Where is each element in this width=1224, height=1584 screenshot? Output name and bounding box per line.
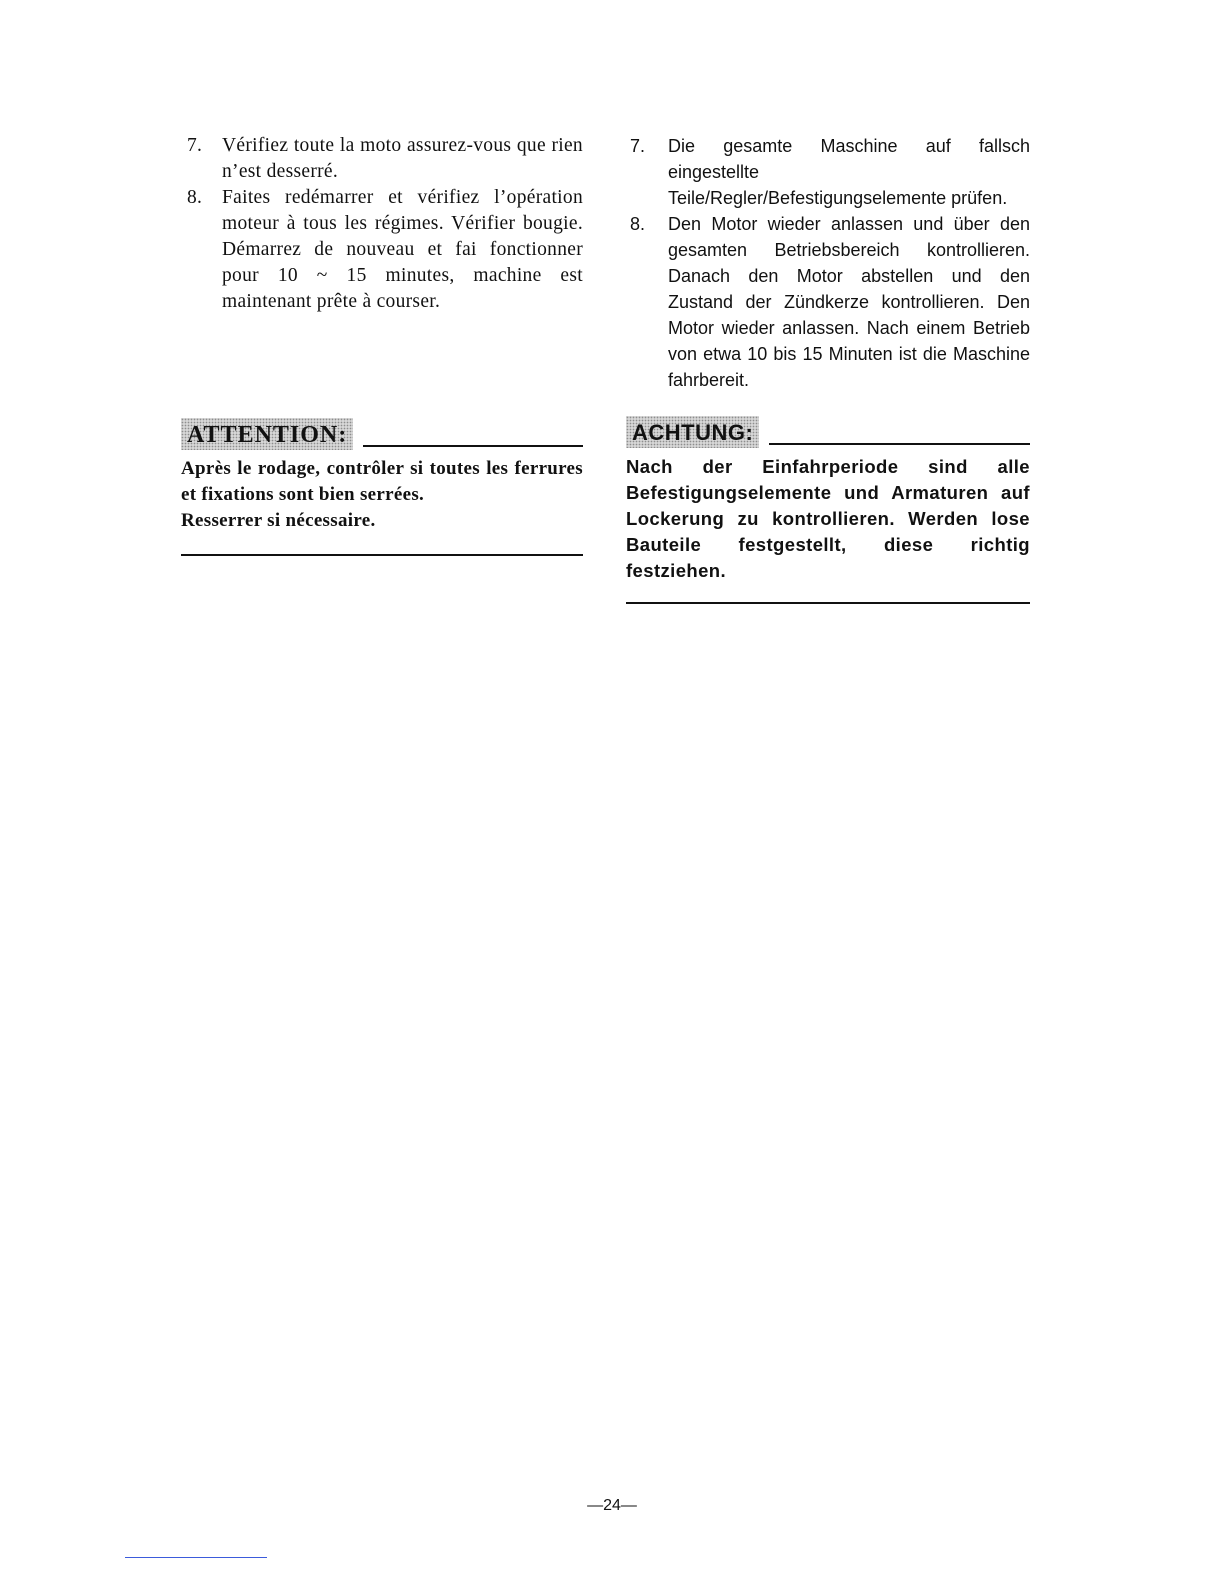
german-step-8-number: 8. — [630, 214, 646, 234]
french-attention-notice — [181, 416, 583, 556]
french-step-7-text: Vérifiez toute la moto assurez-vous que rien n’est desserré. — [222, 135, 583, 182]
page-number: —24— — [587, 1497, 637, 1514]
french-steps-list — [181, 133, 583, 315]
german-achtung-notice — [626, 414, 1030, 604]
german-step-8-text: Den Motor wieder anlassen und über den gesamten Betriebsbereich kontrollieren. Danach den Motor abstellen und den Zustand der Zündkerze kontrollieren. Den Motor wieder anlassen. Nach einem Betrieb von etwa 10 bis 15 Minuten ist die Maschine fahrbereit. — [668, 214, 1030, 390]
french-notice-header-rule — [363, 445, 583, 447]
german-steps-list — [626, 133, 1030, 393]
german-column — [626, 133, 1030, 393]
german-notice-end-rule — [626, 602, 1030, 604]
french-notice-text-line2: Resserrer si nécessaire. — [181, 510, 376, 531]
french-column — [181, 133, 583, 315]
french-step-8-number: 8. — [187, 187, 203, 208]
german-notice-title: ACHTUNG: — [626, 416, 759, 448]
french-notice-end-rule — [181, 554, 583, 556]
german-step-7 — [626, 133, 1030, 211]
french-notice-header — [181, 416, 583, 450]
german-step-7-text: Die gesamte Maschine auf fallsch eingestellte Teile/Regler/Befestigungselemente prüfen. — [668, 136, 1030, 208]
french-step-7 — [181, 133, 583, 185]
german-notice-header-rule — [769, 443, 1030, 445]
french-notice-body — [181, 456, 583, 534]
german-step-7-number: 7. — [630, 136, 646, 156]
german-notice-header — [626, 414, 1030, 448]
german-notice-body: Nach der Einfahrperiode sind alle Befestigungselemente und Armaturen auf Lockerung zu kontrollieren. Werden lose Bauteile festgestellt, diese richtig festziehen. — [626, 456, 1030, 581]
french-step-7-number: 7. — [187, 135, 203, 156]
footer-rule — [125, 1557, 267, 1558]
french-step-8-text: Faites redémarrer et vérifiez l’opération moteur à tous les régimes. Vérifier bougie. Démarrez de nouveau et fai fonctionner pour 10 ~ 15 minutes, machine est maintenant prête à courser. — [222, 187, 583, 312]
french-notice-text-line1: Après le rodage, contrôler si toutes les ferrures et fixations sont bien serrées. — [181, 458, 583, 505]
french-step-8 — [181, 185, 583, 315]
german-step-8 — [626, 211, 1030, 393]
french-notice-title: ATTENTION: — [181, 418, 353, 450]
